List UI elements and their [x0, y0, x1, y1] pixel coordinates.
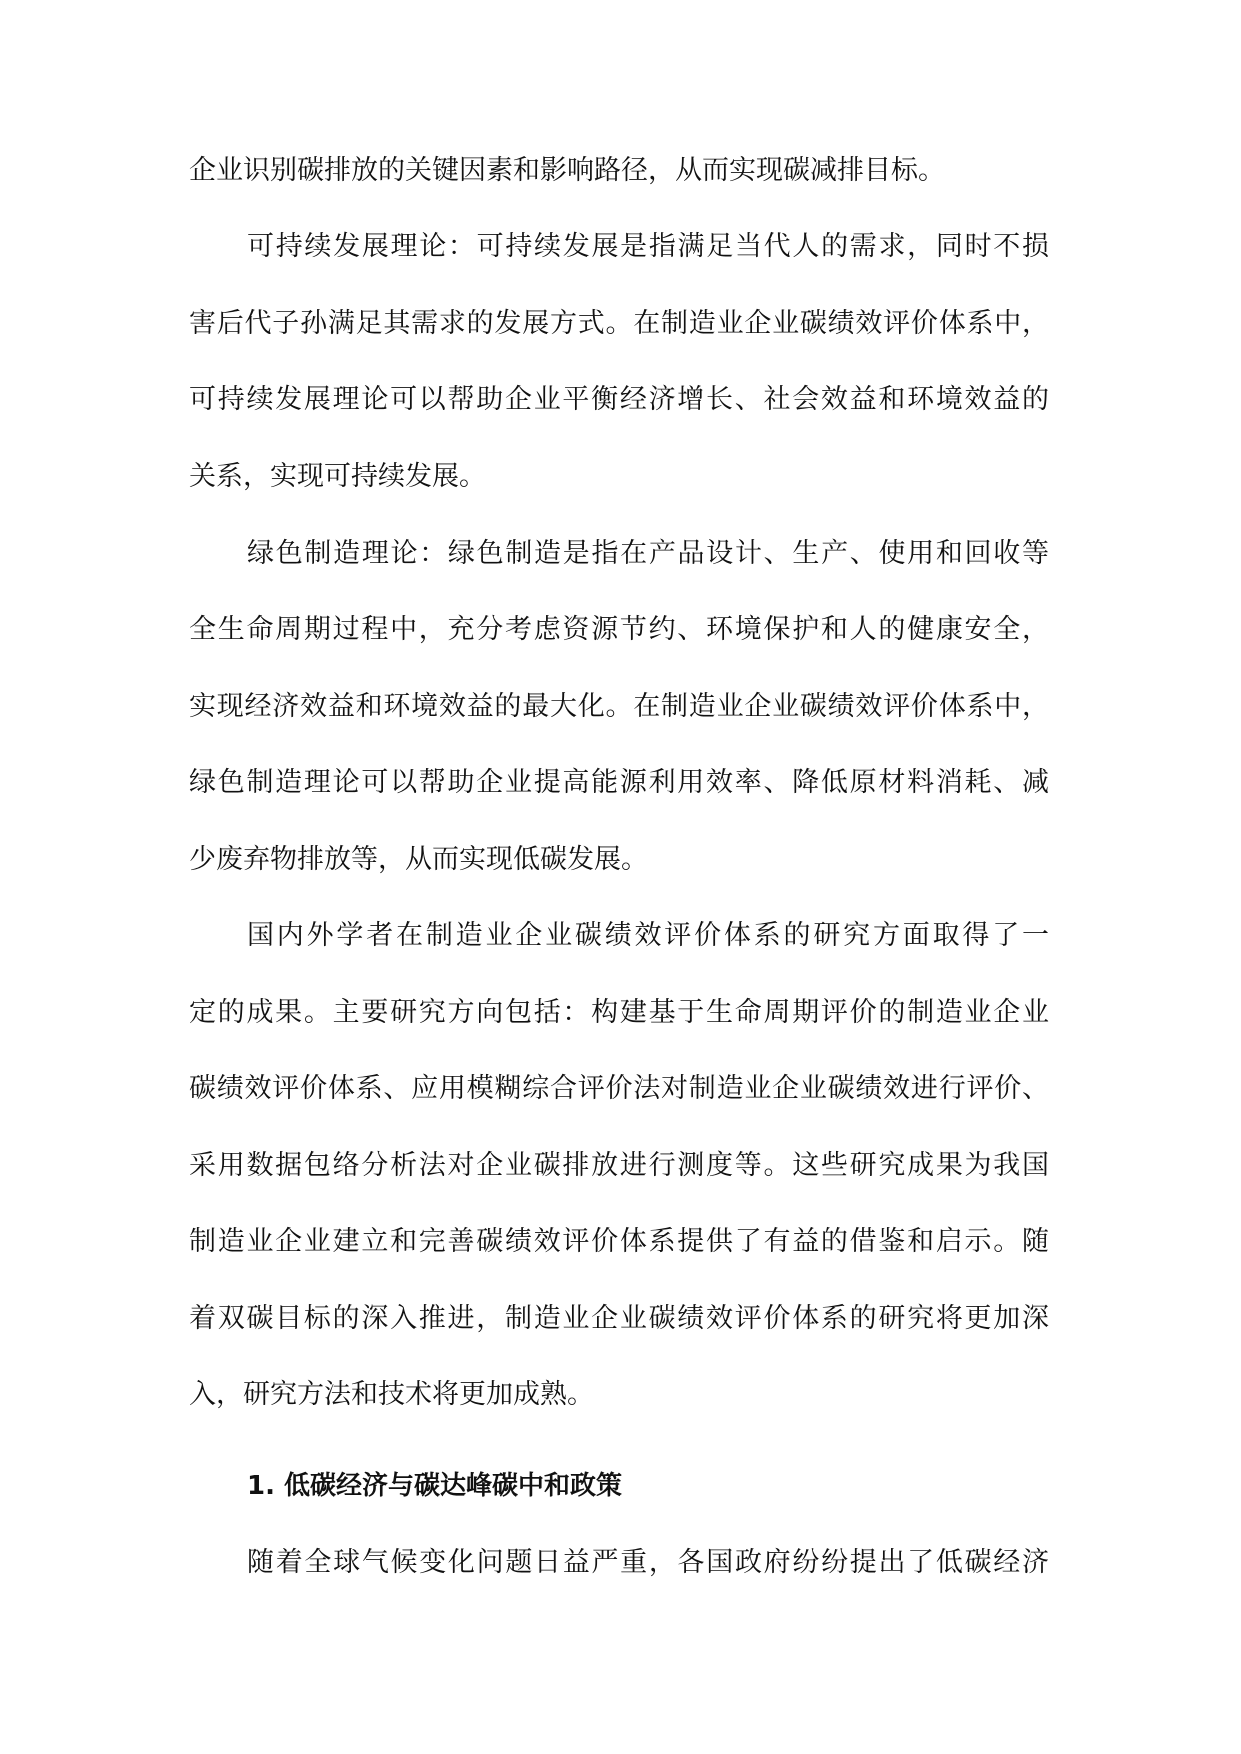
paragraph-1-line-1: 企业识别碳排放的关键因素和影响路径，从而实现碳减排目标。 [189, 155, 945, 186]
paragraph-3-line-1: 绿色制造理论：绿色制造是指在产品设计、生产、使用和回收等 [247, 538, 1049, 569]
paragraph-5-line-1: 随着全球气候变化问题日益严重，各国政府纷纷提出了低碳经济 [247, 1547, 1049, 1578]
section-heading: 1. 低碳经济与碳达峰碳中和政策 [247, 1471, 623, 1501]
paragraph-4-line-1: 国内外学者在制造业企业碳绩效评价体系的研究方面取得了一 [247, 920, 1049, 951]
paragraph-3-line-2: 全生命周期过程中，充分考虑资源节约、环境保护和人的健康安全， [189, 614, 1049, 645]
paragraph-2-line-2: 害后代子孙满足其需求的发展方式。在制造业企业碳绩效评价体系中， [189, 308, 1049, 339]
paragraph-4-line-4: 采用数据包络分析法对企业碳排放进行测度等。这些研究成果为我国 [189, 1150, 1049, 1181]
paragraph-4-line-7: 入，研究方法和技术将更加成熟。 [189, 1379, 594, 1410]
paragraph-4-line-2: 定的成果。主要研究方向包括：构建基于生命周期评价的制造业企业 [189, 997, 1049, 1028]
paragraph-4-line-3: 碳绩效评价体系、应用模糊综合评价法对制造业企业碳绩效进行评价、 [189, 1073, 1049, 1104]
paragraph-4-line-6: 着双碳目标的深入推进，制造业企业碳绩效评价体系的研究将更加深 [189, 1303, 1049, 1334]
paragraph-4-line-5: 制造业企业建立和完善碳绩效评价体系提供了有益的借鉴和启示。随 [189, 1226, 1049, 1257]
paragraph-2-line-1: 可持续发展理论：可持续发展是指满足当代人的需求，同时不损 [247, 231, 1049, 262]
paragraph-3-line-5: 少废弃物排放等，从而实现低碳发展。 [189, 844, 648, 875]
paragraph-2-line-4: 关系，实现可持续发展。 [189, 461, 486, 492]
paragraph-3-line-4: 绿色制造理论可以帮助企业提高能源利用效率、降低原材料消耗、减 [189, 767, 1049, 798]
paragraph-3-line-3: 实现经济效益和环境效益的最大化。在制造业企业碳绩效评价体系中， [189, 691, 1049, 722]
paragraph-2-line-3: 可持续发展理论可以帮助企业平衡经济增长、社会效益和环境效益的 [189, 384, 1049, 415]
